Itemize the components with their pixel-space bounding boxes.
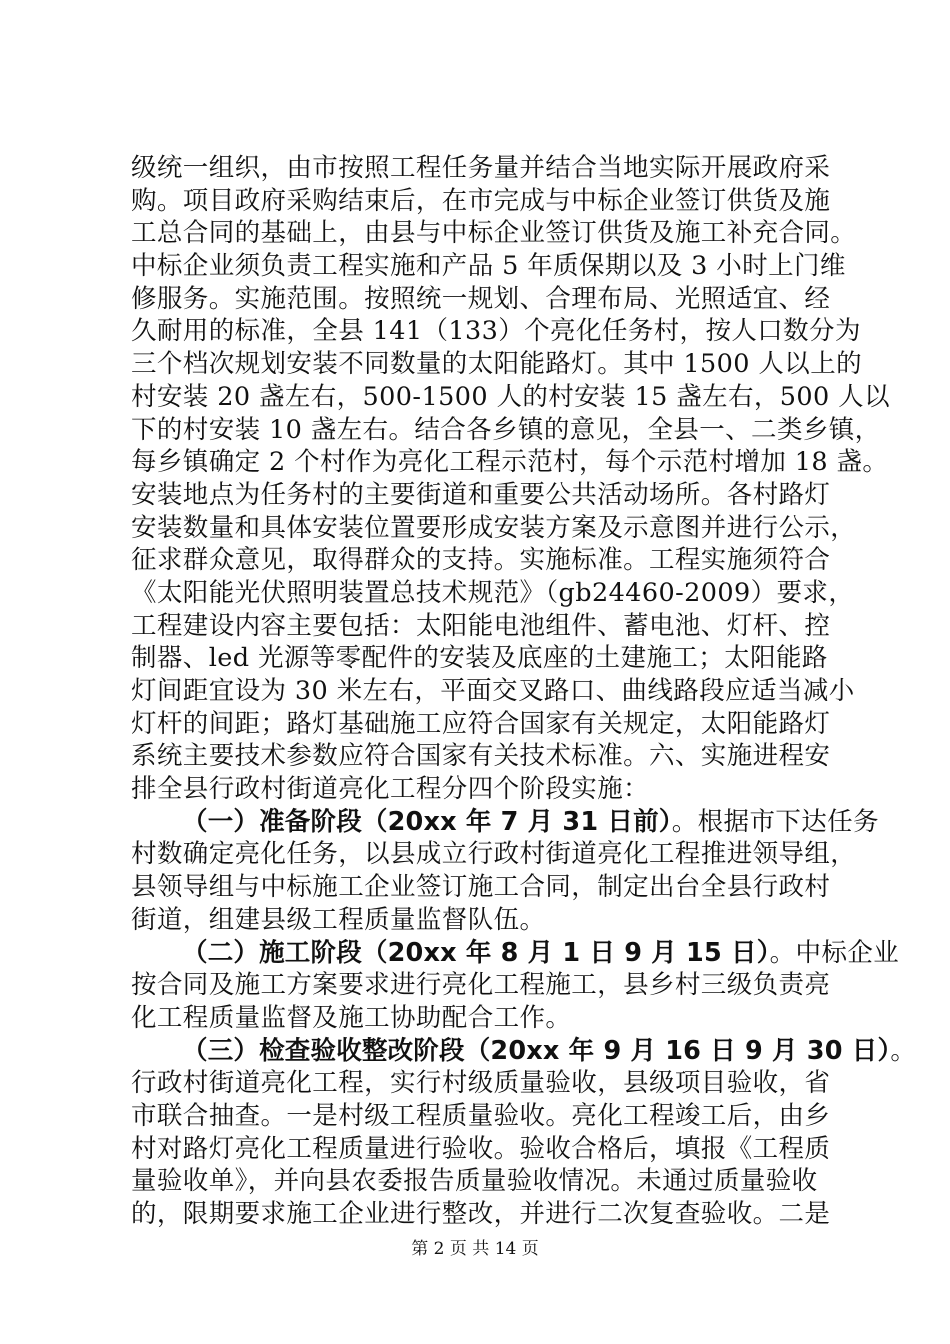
text-line bbox=[131, 283, 833, 316]
line-text: 下的村安装 10 盏左右。结合各乡镇的意见，全县一、二类乡镇， bbox=[131, 414, 881, 445]
text-line bbox=[131, 937, 900, 970]
text-line bbox=[131, 1100, 833, 1133]
text-line bbox=[131, 1165, 833, 1198]
text-line bbox=[131, 1133, 833, 1166]
text-line bbox=[131, 773, 833, 806]
line-text: 行政村街道亮化工程，实行村级质量验收，县级项目验收，省 bbox=[131, 1068, 831, 1099]
section-heading: （一）准备阶段（20xx 年 7 月 31 日前） bbox=[182, 806, 672, 837]
line-text: 中标企业须负责工程实施和产品 5 年质保期以及 3 小时上门维 bbox=[131, 251, 846, 282]
line-text: 《太阳能光伏照明装置总技术规范》（gb24460-2009）要求， bbox=[131, 577, 855, 608]
text-line bbox=[131, 544, 833, 577]
text-line bbox=[131, 446, 889, 479]
text-line bbox=[131, 185, 833, 218]
line-text: 征求群众意见，取得群众的支持。实施标准。工程实施须符合 bbox=[131, 545, 831, 576]
line-text: 安装地点为任务村的主要街道和重要公共活动场所。各村路灯 bbox=[131, 479, 831, 510]
section-heading: （二）施工阶段（20xx 年 8 月 1 日 9 月 15 日） bbox=[182, 937, 770, 968]
document-body bbox=[131, 152, 917, 1231]
text-line bbox=[131, 610, 833, 643]
line-text: 村数确定亮化任务，以县成立行政村街道亮化工程推进领导组， bbox=[131, 839, 857, 870]
text-line bbox=[131, 838, 857, 871]
text-line bbox=[131, 1067, 833, 1100]
text-line bbox=[131, 577, 855, 610]
line-text: 修服务。实施范围。按照统一规划、合理布局、光照适宜、经 bbox=[131, 283, 831, 314]
line-text: 久耐用的标准，全县 141（133）个亮化任务村，按人口数分为 bbox=[131, 316, 861, 347]
text-line bbox=[131, 348, 863, 381]
line-text: 县领导组与中标施工企业签订施工合同，制定出台全县行政村 bbox=[131, 872, 831, 903]
text-line bbox=[131, 806, 879, 839]
text-line bbox=[131, 315, 861, 348]
line-text: 灯杆的间距；路灯基础施工应符合国家有关规定，太阳能路灯 bbox=[131, 708, 831, 739]
line-text: 工总合同的基础上，由县与中标企业签订供货及施工补充合同。 bbox=[131, 218, 857, 249]
text-line bbox=[131, 250, 846, 283]
text-line bbox=[131, 1035, 917, 1068]
text-line bbox=[131, 381, 890, 414]
line-text: 系统主要技术参数应符合国家有关技术标准。六、实施进程安 bbox=[131, 741, 831, 772]
text-line bbox=[131, 740, 833, 773]
text-line bbox=[131, 152, 833, 185]
line-text: 村安装 20 盏左右，500-1500 人的村安装 15 盏左右，500 人以 bbox=[131, 381, 890, 412]
text-line bbox=[131, 479, 833, 512]
text-line bbox=[131, 969, 833, 1002]
line-text: 级统一组织，由市按照工程任务量并结合当地实际开展政府采 bbox=[131, 153, 831, 183]
line-text: 排全县行政村街道亮化工程分四个阶段实施： bbox=[131, 774, 650, 805]
line-text: 三个档次规划安装不同数量的太阳能路灯。其中 1500 人以上的 bbox=[131, 349, 863, 380]
text-line bbox=[131, 904, 833, 937]
line-text: 按合同及施工方案要求进行亮化工程施工，县乡村三级负责亮 bbox=[131, 970, 831, 1001]
line-text: 化工程质量监督及施工协助配合工作。 bbox=[131, 1002, 572, 1033]
line-text: 工程建设内容主要包括：太阳能电池组件、蓄电池、灯杆、控 bbox=[131, 610, 831, 641]
text-line bbox=[131, 642, 833, 675]
text-line bbox=[131, 708, 833, 741]
section-heading: （三）检查验收整改阶段（20xx 年 9 月 16 日 9 月 30 日） bbox=[182, 1035, 891, 1066]
line-text: 安装数量和具体安装位置要形成安装方案及示意图并进行公示， bbox=[131, 512, 857, 543]
line-text: 灯间距宜设为 30 米左右，平面交叉路口、曲线路段应适当减小 bbox=[131, 676, 855, 706]
page-footer: 第 2 页 共 14 页 bbox=[411, 1239, 539, 1259]
text-line bbox=[131, 675, 855, 708]
line-text: 制器、led 光源等零配件的安装及底座的土建施工；太阳能路 bbox=[131, 643, 828, 674]
line-text: 每乡镇确定 2 个村作为亮化工程示范村，每个示范村增加 18 盏。 bbox=[131, 447, 889, 478]
line-text: 。 bbox=[890, 1035, 917, 1066]
text-line bbox=[131, 871, 833, 904]
line-text: 量验收单》，并向县农委报告质量验收情况。未通过质量验收 bbox=[131, 1166, 818, 1197]
line-text: 的，限期要求施工企业进行整改，并进行二次复查验收。二是 bbox=[131, 1199, 831, 1229]
line-text: 市联合抽查。一是村级工程质量验收。亮化工程竣工后，由乡 bbox=[131, 1100, 831, 1131]
line-text: 购。项目政府采购结束后，在市完成与中标企业签订供货及施 bbox=[131, 185, 831, 216]
text-line bbox=[131, 512, 857, 545]
text-line bbox=[131, 1002, 833, 1035]
line-text: 。中标企业 bbox=[769, 937, 900, 968]
line-text: 。根据市下达任务 bbox=[671, 806, 879, 837]
text-line bbox=[131, 217, 857, 250]
text-line bbox=[131, 414, 881, 447]
text-line bbox=[131, 1198, 833, 1231]
line-text: 村对路灯亮化工程质量进行验收。验收合格后，填报《工程质 bbox=[131, 1133, 831, 1164]
line-text: 街道，组建县级工程质量监督队伍。 bbox=[131, 904, 546, 935]
